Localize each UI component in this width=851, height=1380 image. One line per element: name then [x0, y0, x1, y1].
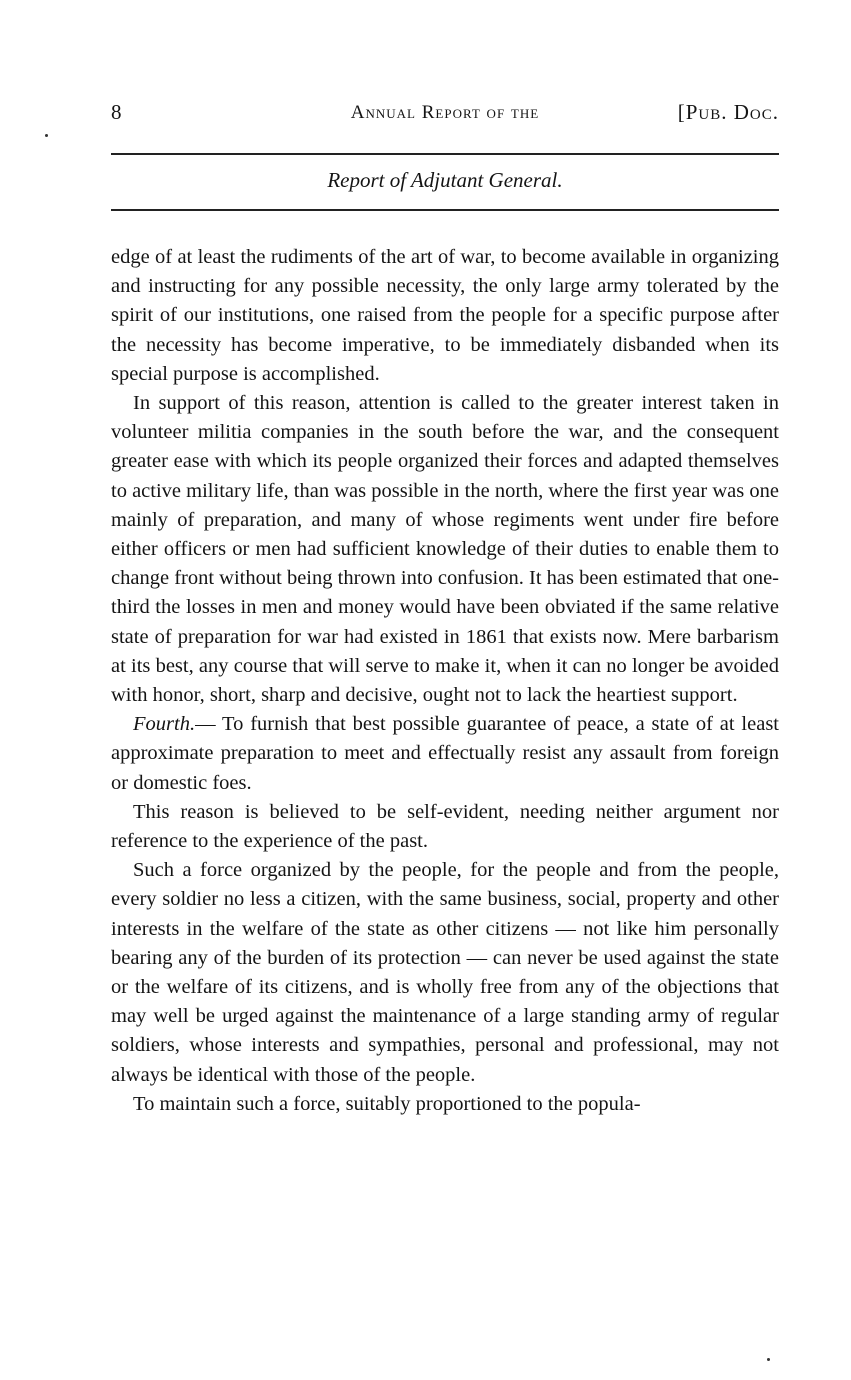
header-rule-top	[111, 153, 779, 155]
paragraph-fourth-reason	[111, 710, 779, 798]
paragraph-text: To maintain such a force, suitably proportioned to the popula-	[133, 1092, 641, 1115]
run-in-heading: Fourth.	[133, 713, 196, 736]
header-rule-bottom	[111, 209, 779, 211]
paragraph-continuation	[111, 243, 779, 389]
paragraph-such-a-force	[111, 856, 779, 1090]
paper-speck	[45, 134, 48, 137]
paragraph-text: edge of at least the rudiments of the art of war, to become available in organizing and instructing for any possible necessity, the only large army tolerated by the spirit of our institutions, one raised from the people for a specific purpose after the necessity has become imperative, to be immediately disbanded when its special purpose is accomplished.	[111, 246, 779, 385]
paragraph-text: — To furnish that best possible guarantee of peace, a state of at least approximate preparation to meet and effectually resist any assault from foreign or domestic foes.	[111, 713, 779, 794]
paragraph-to-maintain	[111, 1090, 779, 1119]
page-number: 8	[111, 100, 122, 124]
paragraph-text: This reason is believed to be self-evident, needing neither argument nor reference to the experience of the past.	[111, 800, 779, 853]
running-title: Annual Report of the	[350, 102, 540, 123]
paragraph-support	[111, 389, 779, 710]
body-text	[111, 243, 779, 1119]
paragraph-text: In support of this reason, attention is called to the greater interest taken in volunteer militia companies in the south before the war, and the consequent greater ease with which its people organized their forces and adapted themselves to active military life, than was possible in the north, where the first year was one mainly of preparation, and many of whose regiments went under fire before either officers or men had sufficient knowledge of their duties to enable them to change front without being thrown into confusion. It has been estimated that one-third the losses in men and money would have been obviated if the same relative state of preparation for war had existed in 1861 that exists now. Mere barbarism at its best, any course that will serve to make it, when it can no longer be avoided with honor, short, sharp and decisive, ought not to lack the heartiest support.	[111, 392, 779, 707]
paper-speck	[767, 1358, 770, 1361]
section-subtitle: Report of Adjutant General.	[327, 168, 563, 192]
paragraph-self-evident	[111, 798, 779, 856]
running-head	[111, 100, 779, 128]
paragraph-text: Such a force organized by the people, for the people and from the people, every soldier no less a citizen, with the same business, social, property and other interests in the welfare of the state as other citizens — not like him personally bearing any of the burden of its protection — can never be used against the state or the welfare of its citizens, and is wholly free from any of the objections that may well be urged against the maintenance of a large standing army of regular soldiers, whose interests and sympathies, personal and professional, may not always be identical with those of the people.	[111, 859, 779, 1086]
document-label: [Pub. Doc.	[677, 100, 779, 124]
